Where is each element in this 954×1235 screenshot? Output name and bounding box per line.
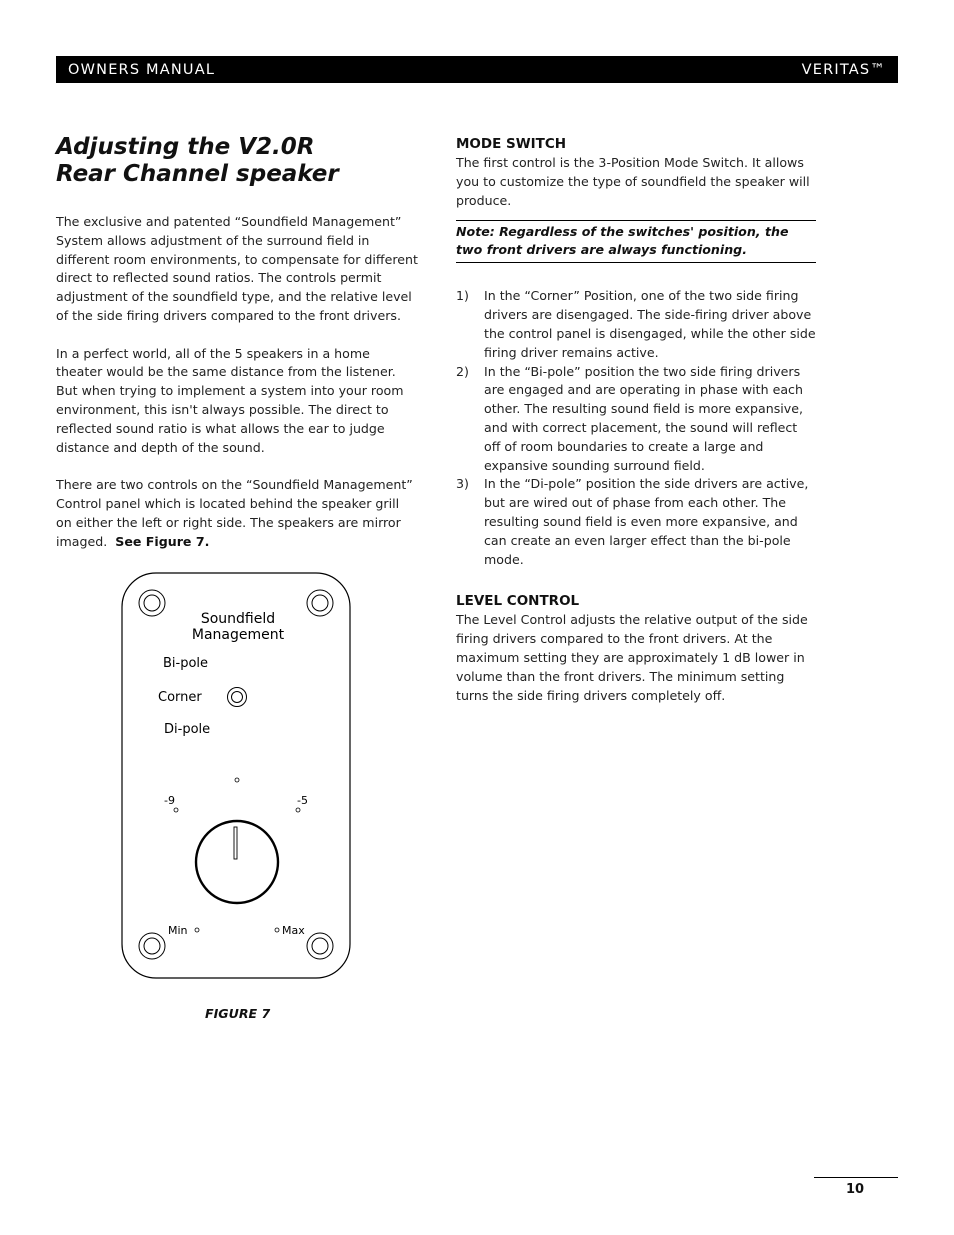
list-item bbox=[456, 287, 816, 362]
level-label-neg9: -9 bbox=[164, 794, 175, 807]
right-column bbox=[456, 134, 816, 724]
list-item-number: 2) bbox=[456, 363, 469, 379]
level-marker-neg5-dot bbox=[296, 808, 300, 812]
left-column bbox=[56, 134, 418, 570]
level-control-knob bbox=[196, 821, 278, 903]
figure-caption: FIGURE 7 bbox=[205, 1006, 271, 1021]
list-item-text: In the “Di-pole” position the side drivers are active, but are wired out of phase from each other. The resulting sound field is even more expansive, and can create an even larger effect than the bi-pole mode. bbox=[484, 476, 809, 567]
distance-paragraph: In a perfect world, all of the 5 speakers in a home theater would be the same distance from the listener. But when trying to implement a system into your room environment, this isn't always possible. The direct to reflected sound ratio is what allows the ear to judge distance and depth of the sound. bbox=[56, 345, 404, 455]
panel-title-line-1: Soundfield bbox=[200, 611, 276, 627]
list-item-number: 1) bbox=[456, 288, 469, 304]
level-control-heading: LEVEL CONTROL bbox=[456, 593, 580, 610]
mode-switch-knob bbox=[228, 688, 247, 707]
mode-switch-note: Note: Regardless of the switches' position, the two front drivers are always functioning. bbox=[456, 220, 816, 263]
mode-label-corner: Corner bbox=[158, 690, 202, 705]
mode-switch-heading: MODE SWITCH bbox=[456, 136, 567, 152]
level-label-max: Max bbox=[282, 924, 305, 937]
level-control-text: The Level Control adjusts the relative output of the side firing drivers compared to the front drivers. At the maximum setting they are approximately 1 dB lower in volume than the front drivers. The minimum setting turns the side firing drivers completely off. bbox=[456, 612, 808, 703]
title-line-1: Adjusting the V2.0R bbox=[56, 134, 315, 160]
header-brand-label: VERITAS™ bbox=[801, 61, 886, 78]
level-marker-top-dot bbox=[235, 778, 239, 782]
controls-text: There are two controls on the “Soundfield Management” Control panel which is located behind the speaker grill on either the left or right side. The speakers are mirror imaged. bbox=[56, 477, 413, 549]
mode-switch-intro: The first control is the 3-Position Mode Switch. It allows you to customize the type of soundfield the speaker will produce. bbox=[456, 155, 810, 208]
level-marker-max-dot bbox=[275, 928, 279, 932]
page-header bbox=[56, 56, 898, 83]
level-marker-neg9-dot bbox=[174, 808, 178, 812]
list-item bbox=[456, 475, 816, 569]
list-item-number: 3) bbox=[456, 476, 469, 492]
title-line-2: Rear Channel speaker bbox=[56, 161, 339, 187]
list-item bbox=[456, 363, 816, 476]
page-title bbox=[56, 134, 418, 188]
soundfield-panel-figure bbox=[118, 569, 358, 984]
list-item-text: In the “Corner” Position, one of the two side firing drivers are disengaged. The side-firing driver above the control panel is disengaged, while the other side firing driver remains active. bbox=[484, 288, 816, 360]
level-label-min: Min bbox=[168, 924, 188, 937]
corner-screw-top-right bbox=[307, 590, 333, 616]
level-marker-min-dot bbox=[195, 928, 199, 932]
header-manual-label: OWNERS MANUAL bbox=[68, 61, 216, 78]
page-number: 10 bbox=[846, 1182, 865, 1197]
corner-screw-bottom-left bbox=[139, 933, 165, 959]
panel-title-line-2: Management bbox=[191, 627, 285, 643]
corner-screw-bottom-right bbox=[307, 933, 333, 959]
mode-switch-list bbox=[456, 287, 816, 569]
intro-paragraph: The exclusive and patented “Soundfield Management” System allows adjustment of the surround field in different room environments, to compensate for different direct to reflected sound ratios. The controls permit adjustment of the soundfield type, and the relative level of the side firing drivers compared to the front drivers. bbox=[56, 214, 418, 323]
level-label-neg5: -5 bbox=[297, 794, 308, 807]
list-item-text: In the “Bi-pole” position the two side firing drivers are engaged and are operating in phase with each other. The resulting sound field is more expansive, and with correct placement, the sound will reflect off of room boundaries to create a large and expansive sounding surround field. bbox=[484, 363, 803, 473]
mode-label-dipole: Di-pole bbox=[164, 722, 211, 737]
mode-label-bipole: Bi-pole bbox=[163, 656, 209, 671]
corner-screw-top-left bbox=[139, 590, 165, 616]
figure-reference: See Figure 7. bbox=[115, 533, 210, 549]
footer-rule bbox=[814, 1177, 898, 1178]
controls-paragraph bbox=[56, 476, 418, 551]
